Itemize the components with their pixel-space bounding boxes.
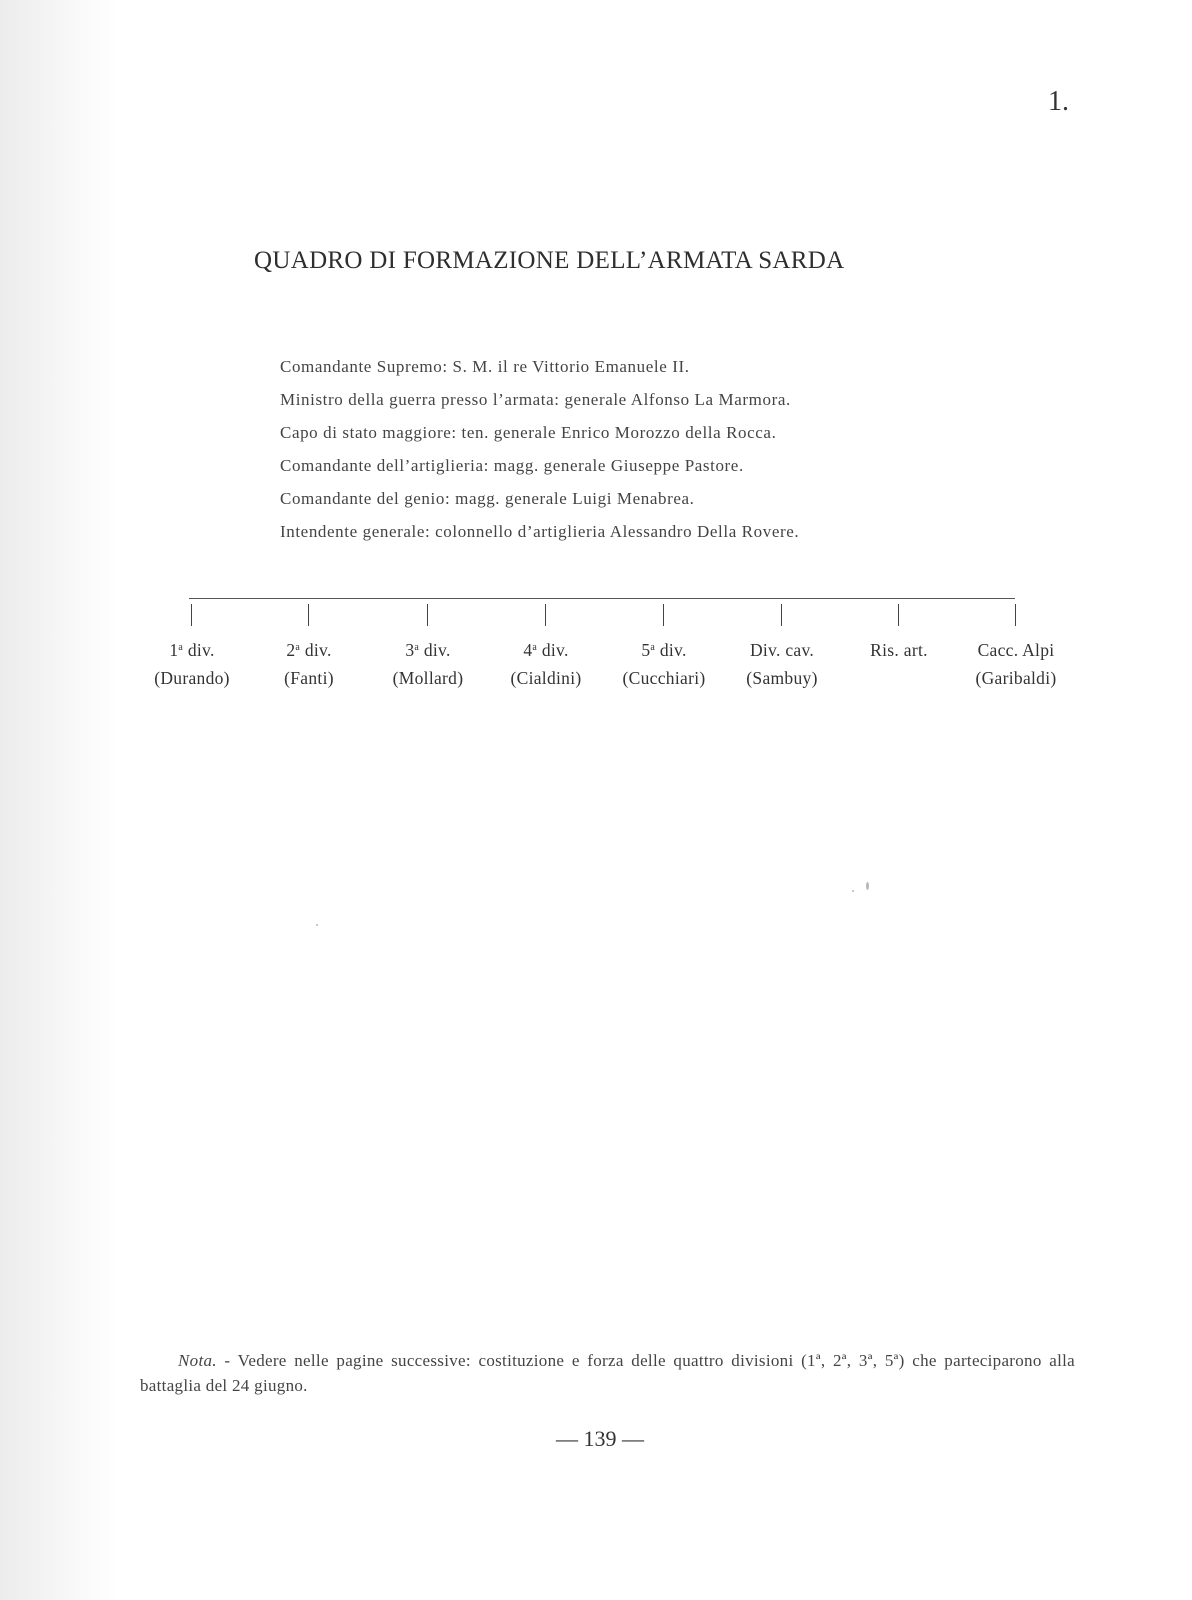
org-chart-connector [189,598,1015,599]
branch-line [663,604,664,626]
unit-name: Ris. art. [870,640,928,660]
unit-name: Div. cav. [749,640,815,660]
branch-line [545,604,546,626]
staff-line-supreme-commander: Comandante Supremo: S. M. il re Vittorio Emanuele II. [280,357,690,376]
branch-line [898,604,899,626]
unit-commander: (Durando) [154,668,230,688]
branch-line [308,604,309,626]
unit-commander: (Fanti) [284,668,334,688]
footnote [140,1348,1075,1398]
staff-list [280,350,1000,548]
unit-name: Cacc. Alpi [977,640,1055,660]
unit-commander: (Cucchiari) [622,668,706,688]
branch-line [781,604,782,626]
footnote-text: - Vedere nelle pagine successive: costituzione e forza delle quattro divisioni (1ª, 2ª, 3ª, 5ª) che parteciparono alla battaglia del 24 giugno. [140,1351,1075,1395]
branch-line [1015,604,1016,626]
unit-name: 5$^a$ div. [641,640,687,660]
scan-spine-shadow [0,0,120,1600]
staff-line-engineers-commander: Comandante del genio: magg. generale Luigi Menabrea. [280,489,695,508]
staff-line-war-minister: Ministro della guerra presso l’armata: generale Alfonso La Marmora. [280,390,791,409]
branch-line [191,604,192,626]
unit-name: 3$^a$ div. [405,640,451,660]
page-title: QUADRO DI FORMAZIONE DELL’ARMATA SARDA [254,247,845,274]
page-folio: — 139 — [556,1426,644,1451]
staff-line-quartermaster: Intendente generale: colonnello d’artiglieria Alessandro Della Rovere. [280,522,800,541]
section-number: 1. [1048,86,1069,117]
unit-name: 4$^a$ div. [523,640,569,660]
unit-name: 2$^a$ div. [286,640,332,660]
unit-commander: (Sambuy) [746,668,818,688]
unit-commander: (Cialdini) [510,668,582,688]
scan-speck [316,924,318,926]
scan-speck [866,882,869,890]
unit-name: 1$^a$ div. [169,640,215,660]
branch-line [427,604,428,626]
scan-speck [852,890,854,892]
unit-commander: (Garibaldi) [975,668,1057,688]
unit-commander: (Mollard) [392,668,464,688]
army-org-chart [0,598,1192,708]
staff-line-artillery-commander: Comandante dell’artiglieria: magg. generale Giuseppe Pastore. [280,456,744,475]
staff-line-chief-of-staff: Capo di stato maggiore: ten. generale Enrico Morozzo della Rocca. [280,423,777,442]
footnote-label: Nota. [178,1351,217,1370]
